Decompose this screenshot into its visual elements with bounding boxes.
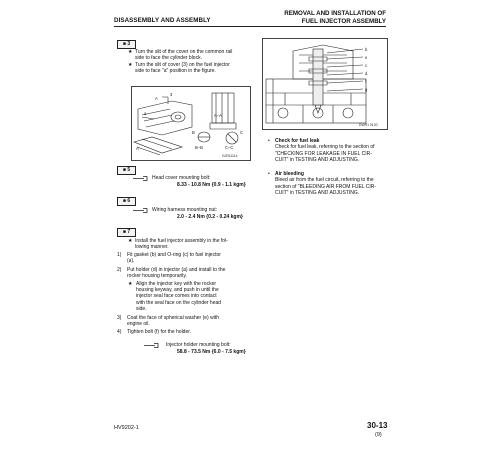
page-subnumber: (9)	[375, 432, 382, 438]
sub-line5: side.	[136, 306, 147, 313]
item-3-line1: Coat the face of spherical washer (e) with	[127, 314, 219, 321]
page-number: 30-13	[367, 421, 388, 430]
air-bleeding	[268, 171, 386, 197]
check-fuel-leak	[268, 138, 386, 164]
step3-bullet-1-line1: Turn the slit of the cover on the common rail	[135, 49, 233, 55]
item-3-line2: engine oil.	[127, 321, 150, 328]
check-fuel-leak-title: Check for fuel leak	[275, 138, 320, 144]
step7-body	[128, 238, 268, 251]
step-tag-5: ■ 5	[117, 166, 136, 175]
step-tag-7: ■ 7	[117, 228, 136, 237]
step7-list	[117, 252, 267, 336]
fig-label-f: f	[365, 79, 367, 84]
figure-cover-slit	[131, 86, 251, 161]
item-4-line1: Tighten bolt (f) for the holder.	[127, 329, 192, 336]
figure-injector-install	[262, 38, 388, 130]
figure-cover-slit-drawing	[132, 87, 250, 160]
document-title-line2: FUEL INJECTOR ASSEMBLY	[301, 17, 386, 25]
sub-line2: housing keyway, and push in until the	[136, 287, 219, 294]
item-1-line2: (a).	[127, 258, 135, 265]
check-line3: CUIT" in TESTING AND ADJUSTING.	[275, 157, 360, 164]
step7-intro	[128, 238, 268, 251]
bullet-dot-icon: •	[268, 171, 270, 177]
check-line2: "CHECKING FOR LEAKAGE IN FUEL CIR-	[275, 150, 372, 157]
fig-label-AA: A–A	[214, 113, 222, 118]
fig-label-a: a	[144, 111, 147, 116]
step7-intro-line1: Install the fuel injector assembly in the fol-	[135, 238, 228, 244]
fig-code: DWR1 0120	[359, 123, 378, 127]
document-title-line1: REMOVAL AND INSTALLATION OF	[284, 10, 386, 17]
air-line2: section of "BLEEDING AIR FROM FUEL CIR-	[275, 183, 377, 190]
wrench-icon	[133, 208, 148, 213]
sub-line4: with the seal face on the cylinder head	[136, 299, 222, 306]
bullet-star-icon: ★	[128, 280, 133, 287]
header-divider	[114, 26, 386, 27]
fig-label-C: C	[240, 130, 244, 135]
item-2-line1: Put holder (d) in injector (a) and install to the	[127, 266, 226, 273]
step7-item-4	[117, 329, 267, 335]
air-line3: CUIT" in TESTING AND ADJUSTING.	[275, 190, 360, 197]
step-tag-3: ■ 3	[117, 40, 136, 49]
fig-label-3: 3	[170, 92, 173, 97]
footer-model: HV9202-1	[114, 425, 139, 431]
injector-holder-torque-label: Injector holder mounting bolt:	[166, 342, 231, 348]
item-number: 4)	[117, 329, 122, 336]
fig-label-e: e	[365, 55, 368, 60]
step7-item-3	[117, 315, 267, 328]
fig-label-A2: A	[136, 146, 139, 151]
figure-injector-drawing	[263, 39, 387, 129]
bullet-dot-icon: •	[268, 138, 270, 144]
document-title	[284, 10, 386, 25]
fig-label-c: c	[365, 63, 368, 68]
step-tag-6: ■ 6	[117, 197, 136, 206]
step7-item-1	[117, 252, 267, 265]
check-line1: Check for fuel leak, referring to the section of	[275, 144, 375, 151]
item-2-line2: rocker housing temporarily.	[127, 273, 187, 280]
step3-bullet-2-line2: side to face "a" position in the figure.	[135, 68, 216, 75]
bullet-star-icon: ★	[128, 61, 133, 68]
item-number: 1)	[117, 252, 122, 258]
bullet-star-icon: ★	[128, 49, 133, 55]
bullet-star-icon: ★	[128, 238, 133, 244]
step7-sub-note	[117, 281, 267, 313]
step3-text	[128, 49, 268, 75]
step3-bullet-2	[128, 62, 268, 75]
harness-torque-label: Wiring harness mounting nut:	[152, 207, 218, 213]
sub-line3: injector seal face comes into contact	[136, 293, 217, 300]
air-bleeding-title: Air bleeding	[275, 171, 304, 177]
fig-label-b: b	[365, 47, 368, 52]
wrench-icon	[133, 176, 148, 181]
item-number: 2)	[117, 266, 122, 273]
air-bleeding-block	[268, 171, 386, 197]
fig-label-B: B	[192, 130, 195, 135]
step3-bullet-2-line1: Turn the slit of cover (3) on the fuel injector	[135, 61, 230, 68]
fig-label-CC: C–C	[225, 145, 234, 150]
item-number: 3)	[117, 314, 122, 321]
step7-item-2	[117, 267, 267, 280]
step7-intro-line2: lowing manner.	[135, 244, 169, 251]
fig-label-A: A	[155, 96, 158, 101]
harness-torque-value: 2.0 - 2.4 Nm {0.2 - 0.24 kgm}	[177, 214, 243, 220]
fig-label-g: g	[365, 87, 368, 92]
fig-label-d: d	[365, 71, 368, 76]
head-cover-torque-value: 8.33 - 10.8 Nm {0.9 - 1.1 kgm}	[177, 182, 246, 188]
section-title: DISASSEMBLY AND ASSEMBLY	[114, 17, 211, 24]
fig-label-BB: B–B	[195, 145, 203, 150]
step3-bullet-1	[128, 49, 268, 62]
item-1-line1: Fit gasket (b) and O-ring (c) to fuel injector	[127, 252, 221, 258]
air-line1: Bleed air from the fuel circuit, referring to the	[275, 177, 374, 184]
head-cover-torque-label: Head cover mounting bolt:	[152, 175, 211, 181]
check-fuel-leak-block	[268, 138, 386, 164]
injector-holder-torque-value: 58.8 - 73.5 Nm {6.0 - 7.5 kgm}	[177, 349, 246, 355]
wrench-icon	[144, 343, 159, 348]
sub-line1: Align the injector key with the rocker	[136, 280, 217, 287]
fig-code: GJR11114	[222, 154, 238, 158]
step3-bullet-1-line2: side to face the cylinder block.	[135, 55, 202, 62]
